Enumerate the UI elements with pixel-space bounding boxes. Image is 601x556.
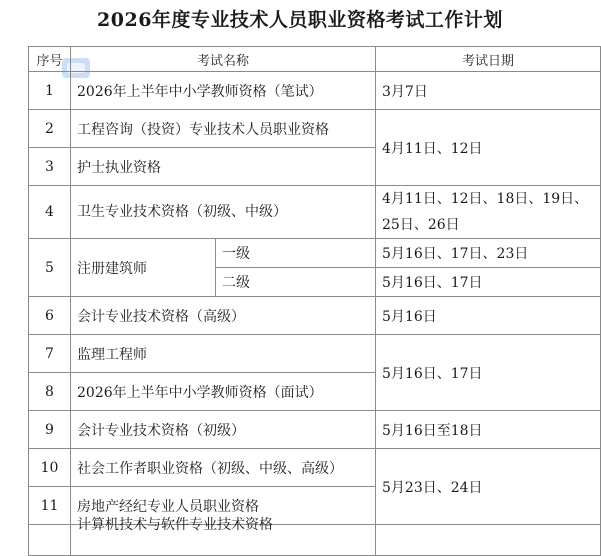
row-no: 11 (29, 487, 71, 525)
row-name: 监理工程师 (71, 335, 376, 373)
header-date: 考试日期 (376, 47, 601, 72)
table-row (29, 525, 601, 556)
row-no: 2 (29, 110, 71, 148)
row-name: 2026年上半年中小学教师资格（笔试） (71, 72, 376, 110)
table-row (29, 411, 601, 449)
row-date (376, 525, 601, 556)
row-no (29, 525, 71, 556)
row-name: 2026年上半年中小学教师资格（面试） (71, 373, 376, 411)
row-date: 5月16日、17日、23日 (376, 239, 601, 268)
table-row (29, 110, 601, 148)
row-name: 会计专业技术资格（高级） (71, 297, 376, 335)
row-subcategory: 二级 (216, 268, 376, 297)
row-name: 护士执业资格 (71, 148, 376, 186)
row-date: 5月16日、17日 (376, 268, 601, 297)
row-name (71, 517, 376, 556)
row-name: 注册建筑师 (71, 239, 216, 297)
header-name: 考试名称 (71, 47, 376, 72)
row-date-line: 25日、26日 (382, 217, 460, 233)
row-date: 5月23日、24日 (376, 449, 601, 525)
table-row (29, 335, 601, 373)
row-name-text: 计算机技术与软件专业技术资格 (77, 517, 273, 533)
page-title: 2026年度专业技术人员职业资格考试工作计划 (97, 9, 503, 31)
row-name: 卫生专业技术资格（初级、中级） (71, 186, 376, 239)
row-name: 工程咨询（投资）专业技术人员职业资格 (71, 110, 376, 148)
row-date: 5月16日至18日 (376, 411, 601, 449)
row-name: 会计专业技术资格（初级） (71, 411, 376, 449)
row-date: 4月11日、12日 (376, 110, 601, 186)
table-row (29, 72, 601, 110)
row-no: 4 (29, 186, 71, 239)
header-no: 序号 (29, 47, 71, 72)
row-no: 5 (29, 239, 71, 297)
table-row (29, 186, 601, 239)
row-no: 3 (29, 148, 71, 186)
row-subcategory: 一级 (216, 239, 376, 268)
row-no: 8 (29, 373, 71, 411)
row-date-line: 4月11日、12日、18日、19日、 (382, 191, 589, 207)
exam-schedule-table (28, 46, 601, 556)
row-no: 7 (29, 335, 71, 373)
row-date: 5月16日 (376, 297, 601, 335)
row-no: 6 (29, 297, 71, 335)
row-date (376, 186, 601, 239)
row-no: 1 (29, 72, 71, 110)
table-row (29, 239, 601, 268)
table-row (29, 449, 601, 487)
row-no: 9 (29, 411, 71, 449)
row-name: 社会工作者职业资格（初级、中级、高级） (71, 449, 376, 487)
row-no: 10 (29, 449, 71, 487)
table-header-row (29, 47, 601, 72)
row-name: 房地产经纪专业人员职业资格 (71, 487, 376, 525)
table-row (29, 297, 601, 335)
row-date: 5月16日、17日 (376, 335, 601, 411)
row-date: 3月7日 (376, 72, 601, 110)
